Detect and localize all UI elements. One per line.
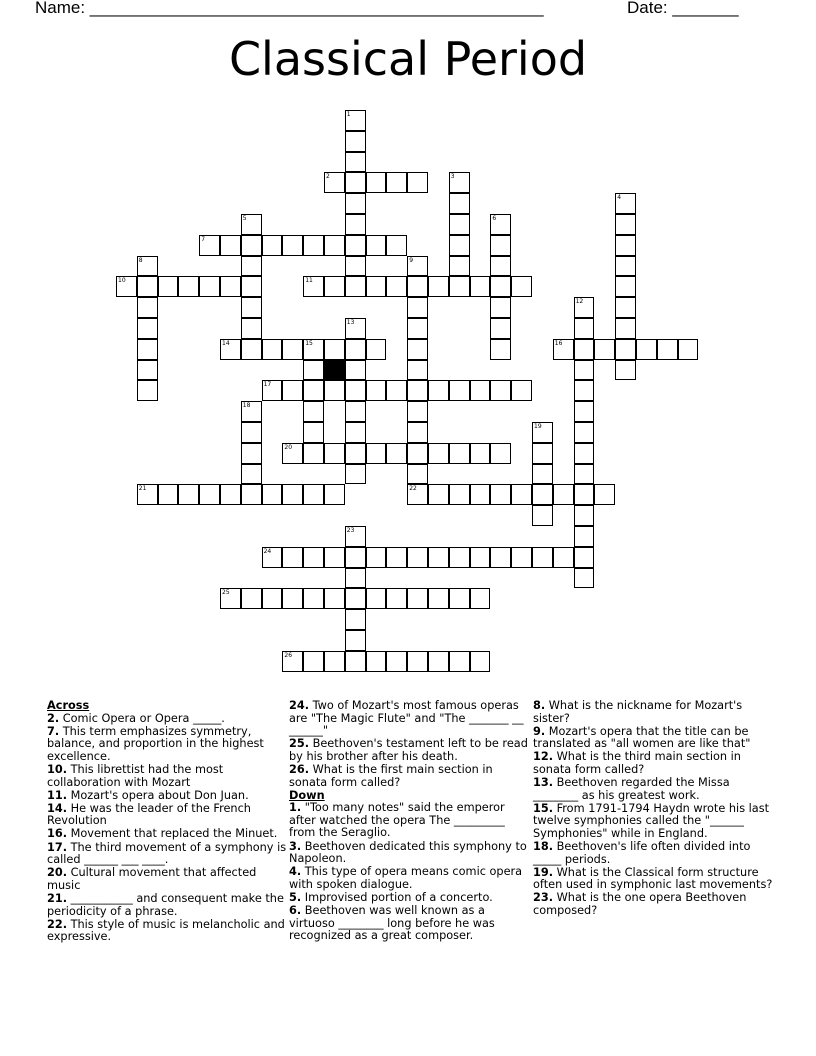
grid-cell[interactable] bbox=[345, 380, 366, 401]
grid-cell[interactable] bbox=[574, 484, 595, 505]
grid-cell[interactable] bbox=[241, 235, 262, 256]
clues-column-3 bbox=[533, 700, 773, 918]
grid-cell[interactable] bbox=[407, 172, 428, 193]
grid-cell[interactable] bbox=[678, 339, 699, 360]
grid-cell[interactable] bbox=[345, 256, 366, 277]
clues-column-1 bbox=[47, 700, 287, 944]
grid-cell[interactable] bbox=[449, 443, 470, 464]
grid-cell[interactable] bbox=[178, 484, 199, 505]
across-clue: 21. ___________ and consequent make the periodicity of a phrase. bbox=[47, 891, 284, 918]
across-clue: 10. This librettist had the most collaboration with Mozart bbox=[47, 762, 224, 789]
down-clue: 1. "Too many notes" said the emperor after watched the opera The _________ from the Seraglio. bbox=[289, 801, 505, 840]
grid-cell[interactable] bbox=[303, 547, 324, 568]
clue-number: 3 bbox=[450, 173, 455, 181]
across-clue: 26. What is the first main section in sonata form called? bbox=[289, 762, 493, 789]
clue-number: 20 bbox=[284, 443, 293, 451]
grid-cell[interactable] bbox=[532, 484, 553, 505]
grid-cell[interactable] bbox=[407, 339, 428, 360]
grid-cell[interactable] bbox=[199, 276, 220, 297]
grid-cell[interactable] bbox=[407, 588, 428, 609]
grid-cell[interactable] bbox=[220, 276, 241, 297]
grid-cell[interactable] bbox=[366, 235, 387, 256]
grid-cell[interactable] bbox=[574, 297, 595, 318]
down-clue: 3. Beethoven dedicated this symphony to Napoleon. bbox=[289, 839, 527, 866]
across-clue: 2. Comic Opera or Opera _____. bbox=[47, 711, 225, 725]
clue-number: 16 bbox=[554, 339, 563, 347]
grid-cell[interactable] bbox=[220, 235, 241, 256]
grid-cell[interactable] bbox=[241, 297, 262, 318]
grid-cell[interactable] bbox=[345, 193, 366, 214]
grid-cell[interactable] bbox=[574, 464, 595, 485]
grid-cell[interactable] bbox=[366, 588, 387, 609]
down-clue: 23. What is the one opera Beethoven composed? bbox=[533, 891, 747, 917]
grid-cell[interactable] bbox=[345, 630, 366, 651]
grid-cell[interactable] bbox=[345, 422, 366, 443]
grid-cell[interactable] bbox=[615, 276, 636, 297]
grid-cell[interactable] bbox=[553, 339, 574, 360]
grid-cell[interactable] bbox=[137, 380, 158, 401]
grid-cell[interactable] bbox=[345, 152, 366, 173]
grid-cell[interactable] bbox=[324, 380, 345, 401]
grid-cell[interactable] bbox=[532, 547, 553, 568]
grid-cell[interactable] bbox=[324, 443, 345, 464]
across-clue: 25. Beethoven's testament left to be read by his brother after his death. bbox=[289, 737, 528, 763]
grid-cell[interactable] bbox=[490, 297, 511, 318]
grid-cell[interactable] bbox=[428, 484, 449, 505]
clue-number: 22 bbox=[409, 485, 417, 493]
grid-cell[interactable] bbox=[594, 339, 615, 360]
grid-cell[interactable] bbox=[345, 568, 366, 589]
grid-cell[interactable] bbox=[324, 172, 345, 193]
grid-cell[interactable] bbox=[490, 276, 511, 297]
grid-cell[interactable] bbox=[282, 235, 303, 256]
grid-cell[interactable] bbox=[615, 318, 636, 339]
grid-cell[interactable] bbox=[490, 484, 511, 505]
grid-cell[interactable] bbox=[407, 651, 428, 672]
grid-cell[interactable] bbox=[324, 276, 345, 297]
grid-cell[interactable] bbox=[386, 172, 407, 193]
grid-cell[interactable] bbox=[345, 131, 366, 152]
grid-cell[interactable] bbox=[178, 276, 199, 297]
grid-cell[interactable] bbox=[137, 276, 158, 297]
grid-cell[interactable] bbox=[636, 339, 657, 360]
down-clue: 12. What is the third main section in sonata form called? bbox=[533, 750, 741, 776]
across-clue: 11. Mozart's opera about Don Juan. bbox=[47, 788, 249, 802]
grid-cell[interactable] bbox=[303, 276, 324, 297]
grid-cell[interactable] bbox=[490, 547, 511, 568]
clue-number: 1 bbox=[346, 111, 351, 118]
grid-cell[interactable] bbox=[532, 505, 553, 526]
grid-cell[interactable] bbox=[532, 443, 553, 464]
grid-cell[interactable] bbox=[241, 443, 262, 464]
down-clue: 8. What is the nickname for Mozart's sister? bbox=[533, 699, 743, 725]
grid-cell[interactable] bbox=[428, 651, 449, 672]
grid-cell[interactable] bbox=[220, 588, 241, 609]
across-clue: 16. Movement that replaced the Minuet. bbox=[47, 827, 278, 841]
grid-cell[interactable] bbox=[490, 235, 511, 256]
grid-cell[interactable] bbox=[345, 339, 366, 360]
grid-cell[interactable] bbox=[345, 651, 366, 672]
clue-number: 11 bbox=[305, 277, 313, 285]
grid-cell[interactable] bbox=[345, 401, 366, 422]
clue-number: 15 bbox=[305, 339, 313, 347]
clue-number: 4 bbox=[617, 194, 622, 202]
grid-cell[interactable] bbox=[594, 484, 615, 505]
grid-cell[interactable] bbox=[199, 235, 220, 256]
grid-cell[interactable] bbox=[449, 588, 470, 609]
grid-cell[interactable] bbox=[407, 443, 428, 464]
clue-number: 21 bbox=[138, 485, 147, 493]
grid-cell[interactable] bbox=[158, 484, 179, 505]
clue-number: 13 bbox=[346, 319, 355, 326]
grid-cell[interactable] bbox=[366, 172, 387, 193]
grid-cell[interactable] bbox=[282, 651, 303, 672]
grid-cell[interactable] bbox=[345, 360, 366, 381]
grid-cell[interactable] bbox=[386, 588, 407, 609]
clue-number: 14 bbox=[222, 339, 230, 347]
grid-cell[interactable] bbox=[490, 380, 511, 401]
down-clue: 6. Beethoven was well known as a virtuoso ________ long before he was recognized as a great composer. bbox=[289, 904, 495, 943]
grid-cell[interactable] bbox=[241, 214, 262, 235]
grid-cell[interactable] bbox=[615, 193, 636, 214]
grid-cell[interactable] bbox=[303, 651, 324, 672]
grid-cell[interactable] bbox=[303, 588, 324, 609]
grid-cell[interactable] bbox=[345, 609, 366, 630]
grid-cell[interactable] bbox=[615, 339, 636, 360]
across-clue: 20. Cultural movement that affected music bbox=[47, 866, 257, 892]
grid-cell[interactable] bbox=[428, 380, 449, 401]
grid-cell[interactable] bbox=[345, 318, 366, 339]
grid-cell[interactable] bbox=[428, 276, 449, 297]
grid-cell[interactable] bbox=[449, 380, 470, 401]
grid-cell[interactable] bbox=[574, 360, 595, 381]
grid-cell[interactable] bbox=[574, 443, 595, 464]
grid-cell[interactable] bbox=[137, 339, 158, 360]
down-clue: 19. What is the Classical form structure often used in symphonic last movements? bbox=[533, 865, 773, 892]
clue-number: 8 bbox=[138, 256, 143, 264]
across-clue: 24. Two of Mozart's most famous operas are "The Magic Flute" and "The _______ __ ______" bbox=[289, 699, 524, 738]
grid-cell[interactable] bbox=[490, 339, 511, 360]
down-clue: 13. Beethoven regarded the Missa ________ as his greatest work. bbox=[533, 776, 730, 802]
grid-cell[interactable] bbox=[282, 588, 303, 609]
grid-cell[interactable] bbox=[220, 484, 241, 505]
grid-cell[interactable] bbox=[303, 401, 324, 422]
grid-cell[interactable] bbox=[615, 214, 636, 235]
across-clue: 17. The third movement of a symphony is called ______ ___ ____. bbox=[47, 840, 287, 867]
clue-number: 26 bbox=[284, 651, 293, 659]
grid-cell[interactable] bbox=[303, 484, 324, 505]
grid-cell[interactable] bbox=[574, 380, 595, 401]
grid-cell[interactable] bbox=[428, 547, 449, 568]
grid-cell[interactable] bbox=[428, 443, 449, 464]
grid-cell[interactable] bbox=[137, 484, 158, 505]
grid-cell[interactable] bbox=[303, 380, 324, 401]
across-clue: 22. This style of music is melancholic and expressive. bbox=[47, 917, 285, 944]
grid-cell[interactable] bbox=[345, 443, 366, 464]
grid-cell[interactable] bbox=[386, 651, 407, 672]
grid-cell[interactable] bbox=[345, 526, 366, 547]
grid-cell[interactable] bbox=[407, 380, 428, 401]
across-clue: 14. He was the leader of the French Revolution bbox=[47, 801, 251, 828]
grid-cell[interactable] bbox=[241, 484, 262, 505]
clue-number: 9 bbox=[409, 256, 414, 264]
grid-cell[interactable] bbox=[345, 464, 366, 485]
grid-cell[interactable] bbox=[386, 443, 407, 464]
grid-cell[interactable] bbox=[574, 339, 595, 360]
grid-cell[interactable] bbox=[407, 276, 428, 297]
grid-cell[interactable] bbox=[262, 588, 283, 609]
grid-cell[interactable] bbox=[407, 547, 428, 568]
clue-number: 6 bbox=[492, 215, 497, 222]
clue-number: 5 bbox=[242, 215, 247, 222]
grid-cell[interactable] bbox=[449, 276, 470, 297]
down-clue: 15. From 1791-1794 Haydn wrote his last twelve symphonies called the "______ Symphonies" while in England. bbox=[533, 801, 770, 840]
grid-cell[interactable] bbox=[511, 547, 532, 568]
grid-cell[interactable] bbox=[345, 588, 366, 609]
grid-cell[interactable] bbox=[366, 339, 387, 360]
clue-number: 18 bbox=[242, 402, 251, 410]
grid-cell[interactable] bbox=[407, 401, 428, 422]
grid-cell[interactable] bbox=[532, 464, 553, 485]
grid-cell[interactable] bbox=[303, 339, 324, 360]
grid-cell[interactable] bbox=[282, 339, 303, 360]
grid-cell[interactable] bbox=[345, 276, 366, 297]
down-clue: 5. Improvised portion of a concerto. bbox=[289, 890, 493, 904]
grid-cell[interactable] bbox=[345, 214, 366, 235]
grid-cell[interactable] bbox=[615, 297, 636, 318]
grid-cell[interactable] bbox=[262, 380, 283, 401]
grid-cell[interactable] bbox=[574, 547, 595, 568]
grid-cell[interactable] bbox=[615, 235, 636, 256]
grid-cell[interactable] bbox=[366, 276, 387, 297]
clues-column-2 bbox=[289, 700, 529, 943]
grid-cell[interactable] bbox=[407, 297, 428, 318]
grid-cell[interactable] bbox=[532, 422, 553, 443]
grid-cell[interactable] bbox=[241, 339, 262, 360]
grid-cell[interactable] bbox=[407, 360, 428, 381]
grid-cell[interactable] bbox=[116, 276, 137, 297]
grid-cell[interactable] bbox=[303, 360, 324, 381]
grid-cell[interactable] bbox=[386, 547, 407, 568]
grid-cell[interactable] bbox=[574, 505, 595, 526]
grid-cell[interactable] bbox=[574, 526, 595, 547]
grid-cell[interactable] bbox=[282, 380, 303, 401]
down-clue: 9. Mozart's opera that the title can be translated as "all women are like that" bbox=[533, 724, 751, 751]
grid-cell[interactable] bbox=[262, 547, 283, 568]
grid-cell[interactable] bbox=[553, 547, 574, 568]
grid-cell[interactable] bbox=[449, 172, 470, 193]
grid-cell[interactable] bbox=[574, 422, 595, 443]
grid-cell[interactable] bbox=[511, 276, 532, 297]
grid-cell[interactable] bbox=[324, 484, 345, 505]
grid-cell[interactable] bbox=[574, 318, 595, 339]
across-clue: 7. This term emphasizes symmetry, balance, and proportion in the highest excellence. bbox=[47, 724, 264, 763]
grid-cell[interactable] bbox=[303, 422, 324, 443]
grid-cell[interactable] bbox=[511, 380, 532, 401]
grid-cell[interactable] bbox=[470, 651, 491, 672]
black-square bbox=[324, 360, 345, 381]
grid-cell[interactable] bbox=[137, 360, 158, 381]
across-heading: Across bbox=[47, 699, 90, 712]
grid-cell[interactable] bbox=[366, 380, 387, 401]
grid-cell[interactable] bbox=[262, 484, 283, 505]
grid-cell[interactable] bbox=[137, 297, 158, 318]
grid-cell[interactable] bbox=[490, 256, 511, 277]
grid-cell[interactable] bbox=[137, 318, 158, 339]
clue-number: 10 bbox=[118, 277, 126, 285]
grid-cell[interactable] bbox=[490, 214, 511, 235]
grid-cell[interactable] bbox=[324, 547, 345, 568]
grid-cell[interactable] bbox=[511, 484, 532, 505]
grid-cell[interactable] bbox=[220, 339, 241, 360]
down-clue: 18. Beethoven's life often divided into _____ periods. bbox=[533, 840, 751, 866]
grid-cell[interactable] bbox=[449, 651, 470, 672]
clue-number: 23 bbox=[346, 527, 355, 534]
grid-cell[interactable] bbox=[470, 380, 491, 401]
grid-cell[interactable] bbox=[470, 547, 491, 568]
grid-cell[interactable] bbox=[366, 651, 387, 672]
grid-cell[interactable] bbox=[241, 588, 262, 609]
grid-cell[interactable] bbox=[241, 318, 262, 339]
grid-cell[interactable] bbox=[386, 380, 407, 401]
grid-cell[interactable] bbox=[470, 588, 491, 609]
grid-cell[interactable] bbox=[282, 547, 303, 568]
grid-cell[interactable] bbox=[241, 401, 262, 422]
grid-cell[interactable] bbox=[449, 547, 470, 568]
clue-number: 25 bbox=[222, 589, 230, 597]
grid-cell[interactable] bbox=[553, 484, 574, 505]
page-title: Classical Period bbox=[228, 32, 588, 86]
clue-number: 19 bbox=[534, 423, 542, 430]
grid-cell[interactable] bbox=[470, 276, 491, 297]
grid-cell[interactable] bbox=[407, 256, 428, 277]
grid-cell[interactable] bbox=[574, 401, 595, 422]
grid-cell[interactable] bbox=[449, 484, 470, 505]
grid-cell[interactable] bbox=[386, 276, 407, 297]
clue-number: 17 bbox=[263, 381, 272, 389]
grid-cell[interactable] bbox=[282, 443, 303, 464]
down-heading: Down bbox=[289, 788, 325, 802]
grid-cell[interactable] bbox=[241, 464, 262, 485]
grid-cell[interactable] bbox=[407, 422, 428, 443]
grid-cell[interactable] bbox=[324, 235, 345, 256]
grid-cell[interactable] bbox=[490, 443, 511, 464]
grid-cell[interactable] bbox=[407, 484, 428, 505]
grid-cell[interactable] bbox=[449, 235, 470, 256]
grid-cell[interactable] bbox=[324, 651, 345, 672]
down-clue: 4. This type of opera means comic opera with spoken dialogue. bbox=[289, 865, 523, 891]
grid-cell[interactable] bbox=[615, 256, 636, 277]
grid-cell[interactable] bbox=[324, 339, 345, 360]
grid-cell[interactable] bbox=[615, 360, 636, 381]
grid-cell[interactable] bbox=[282, 484, 303, 505]
grid-cell[interactable] bbox=[366, 547, 387, 568]
grid-cell[interactable] bbox=[137, 256, 158, 277]
grid-cell[interactable] bbox=[303, 443, 324, 464]
grid-cell[interactable] bbox=[407, 464, 428, 485]
grid-cell[interactable] bbox=[241, 422, 262, 443]
grid-cell[interactable] bbox=[303, 235, 324, 256]
grid-cell[interactable] bbox=[449, 193, 470, 214]
clue-number: 2 bbox=[326, 173, 330, 181]
grid-cell[interactable] bbox=[241, 276, 262, 297]
grid-cell[interactable] bbox=[470, 443, 491, 464]
grid-cell[interactable] bbox=[345, 547, 366, 568]
grid-cell[interactable] bbox=[241, 256, 262, 277]
date-field[interactable]: Date: _______ bbox=[627, 0, 739, 17]
grid-cell[interactable] bbox=[324, 588, 345, 609]
clue-number: 24 bbox=[263, 547, 272, 555]
grid-cell[interactable] bbox=[199, 484, 220, 505]
grid-cell[interactable] bbox=[470, 484, 491, 505]
clue-number: 7 bbox=[201, 235, 206, 243]
grid-cell[interactable] bbox=[407, 318, 428, 339]
grid-cell[interactable] bbox=[490, 318, 511, 339]
grid-cell[interactable] bbox=[262, 339, 283, 360]
grid-cell[interactable] bbox=[386, 235, 407, 256]
grid-cell[interactable] bbox=[449, 214, 470, 235]
grid-cell[interactable] bbox=[345, 172, 366, 193]
clue-number: 12 bbox=[575, 298, 584, 306]
grid-cell[interactable] bbox=[345, 110, 366, 131]
grid-cell[interactable] bbox=[657, 339, 678, 360]
grid-cell[interactable] bbox=[158, 276, 179, 297]
grid-cell[interactable] bbox=[366, 443, 387, 464]
grid-cell[interactable] bbox=[345, 235, 366, 256]
name-field[interactable]: Name: ________________________________________________ bbox=[35, 0, 544, 17]
grid-cell[interactable] bbox=[428, 588, 449, 609]
grid-cell[interactable] bbox=[449, 256, 470, 277]
grid-cell[interactable] bbox=[574, 568, 595, 589]
grid-cell[interactable] bbox=[262, 235, 283, 256]
